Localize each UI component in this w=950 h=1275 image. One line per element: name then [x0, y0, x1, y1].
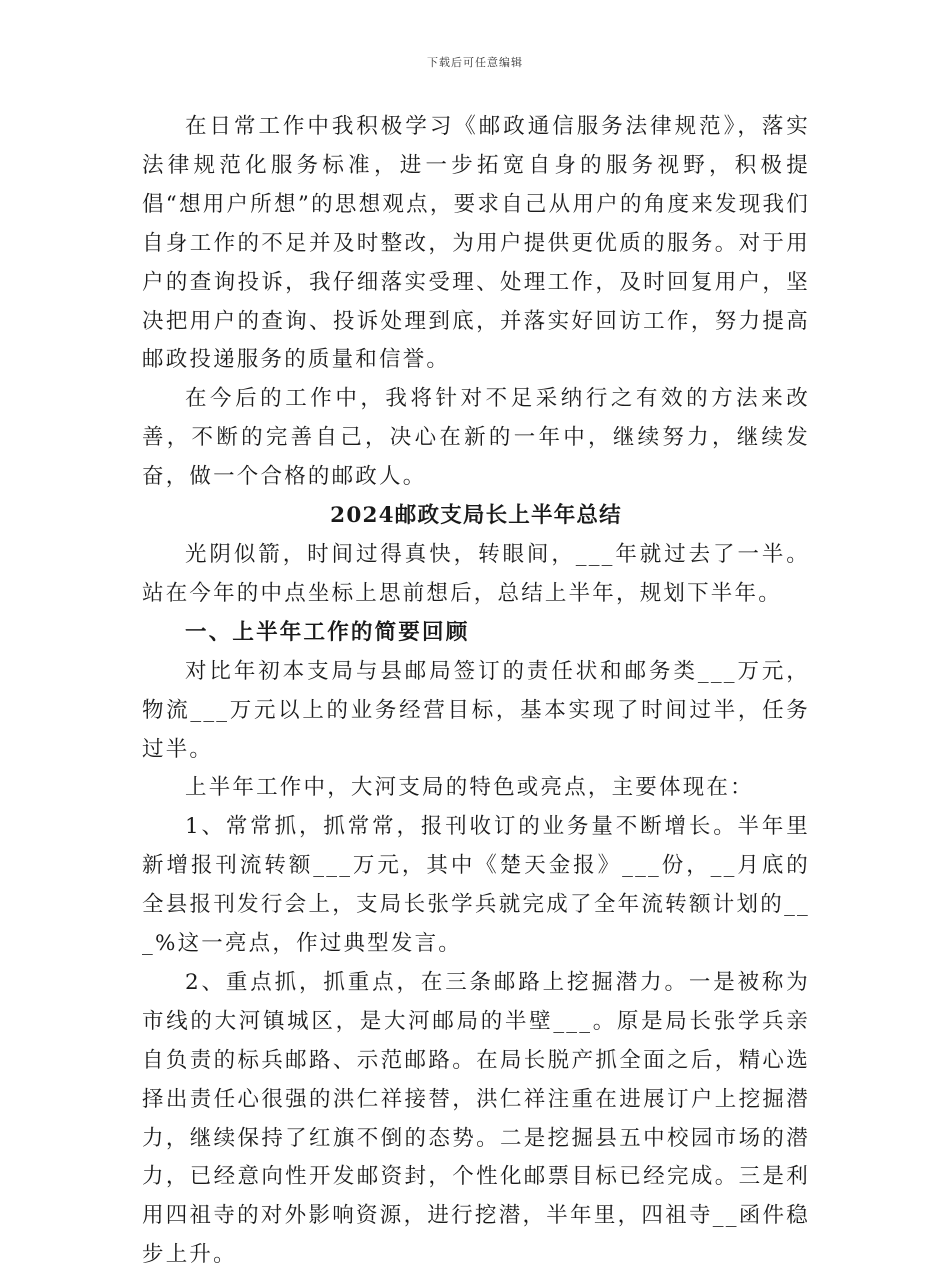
header-note: 下载后可任意编辑 [427, 56, 523, 69]
paragraph-highlight-1: 1、常常抓，抓常常，报刊收订的业务量不断增长。半年里新增报刊流转额___万元，其中《楚天金报》___份，__月底的全县报刊发行会上，支局长张学兵就完成了全年流转额计划的___%这一亮点，作过典型发言。 [142, 814, 810, 957]
paragraph-future-work: 在今后的工作中，我将针对不足采纳行之有效的方法来改善，不断的完善自己，决心在新的一年中，继续努力，继续发奋，做一个合格的邮政人。 [142, 386, 810, 490]
paragraph-targets: 对比年初本支局与县邮局签订的责任状和邮务类___万元，物流___万元以上的业务经营目标，基本实现了时间过半，任务过半。 [142, 658, 810, 762]
paragraph-service-standards: 在日常工作中我积极学习《邮政通信服务法律规范》，落实法律规范化服务标准，进一步拓宽自身的服务视野，积极提倡“想用户所想”的思想观点，要求自己从用户的角度来发现我们自身工作的不足并及时整改，为用户提供更优质的服务。对于用户的查询投诉，我仔细落实受理、处理工作，及时回复用户，坚决把用户的查询、投诉处理到底，并落实好回访工作，努力提高邮政投递服务的质量和信誉。 [142, 114, 810, 373]
section-heading-review: 一、上半年工作的简要回顾 [185, 619, 470, 645]
paragraph-highlight-2: 2、重点抓，抓重点，在三条邮路上挖掘潜力。一是被称为市线的大河镇城区，是大河邮局的半壁___。原是局长张学兵亲自负责的标兵邮路、示范邮路。在局长脱产抓全面之后，精心选择出责任心很强的洪仁祥接替，洪仁祥注重在进展订户上挖掘潜力，继续保持了红旗不倒的态势。二是挖掘县五中校园市场的潜力，已经意向性开发邮资封，个性化邮票目标已经完成。三是利用四祖寺的对外影响资源，进行挖潜，半年里，四祖寺__函件稳步上升。 [142, 969, 810, 1268]
document-body [142, 108, 810, 1275]
document-title: 2024邮政支局长上半年总结 [330, 503, 622, 529]
paragraph-intro: 光阴似箭，时间过得真快，转眼间，___年就过去了一半。站在今年的中点坐标上思前想后，总结上半年，规划下半年。 [142, 541, 810, 606]
paragraph-highlights-lead: 上半年工作中，大河支局的特色或亮点，主要体现在： [185, 775, 754, 801]
